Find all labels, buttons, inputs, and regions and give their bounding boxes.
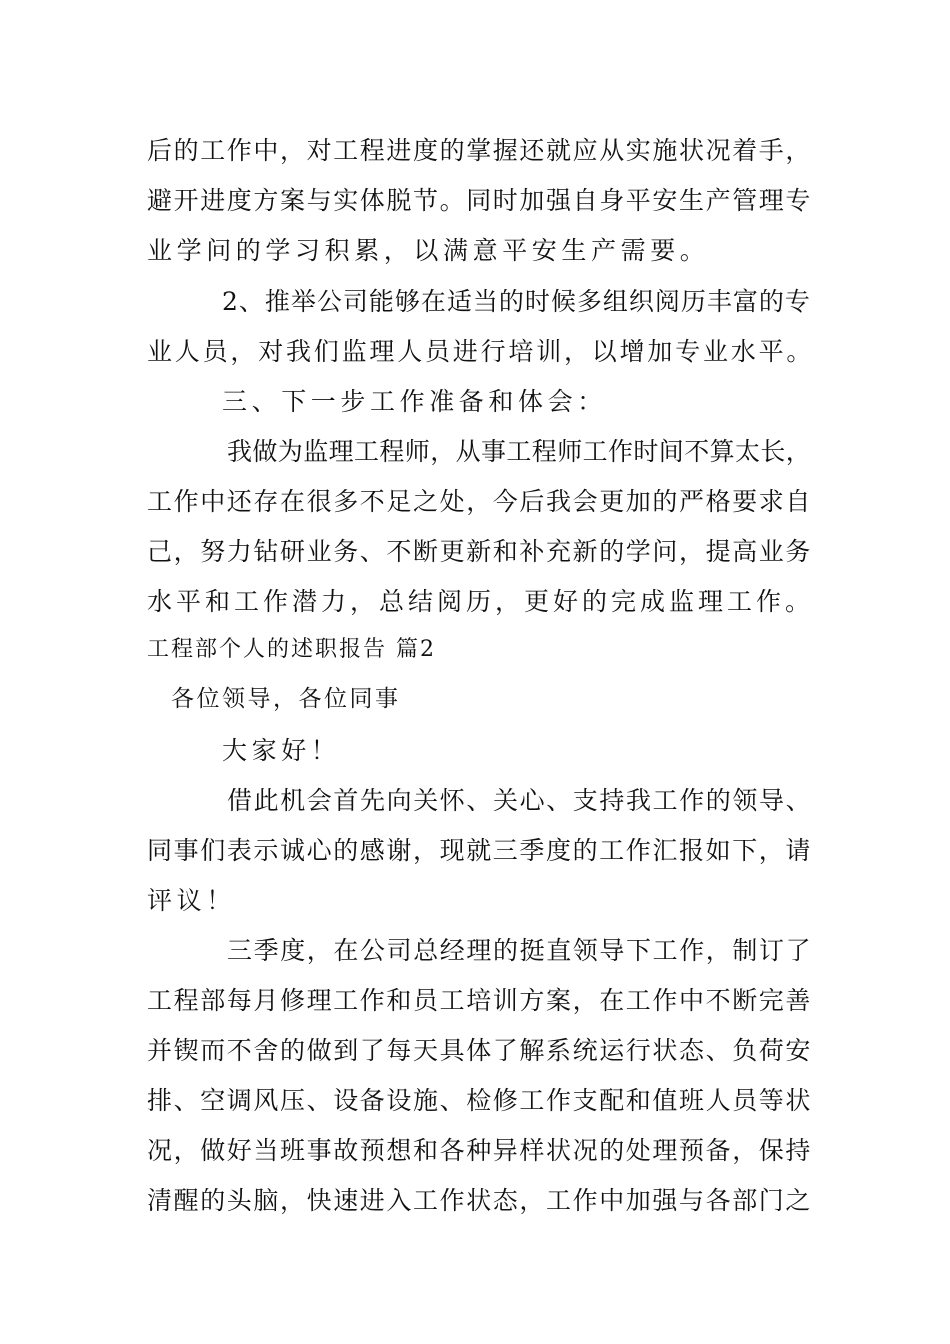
text-line: 己，努力钻研业务、不断更新和补充新的学问，提高业务 (147, 537, 813, 566)
text-line: 并锲而不舍的做到了每天具体了解系统运行状态、负荷安 (147, 1036, 813, 1065)
text-line: 工程部每月修理工作和员工培训方案，在工作中不断完善 (147, 986, 813, 1015)
text-line: 评议！ (147, 886, 236, 915)
greeting: 大家好！ (222, 736, 341, 765)
report-title: 工程部个人的述职报告 篇2 (147, 637, 436, 662)
text-line: 水平和工作潜力，总结阅历，更好的完成监理工作。 (147, 587, 815, 616)
text-line: 清醒的头脑，快速进入工作状态，工作中加强与各部门之 (147, 1186, 813, 1215)
salutation: 各位领导，各位同事 (171, 686, 401, 712)
text-line: 我做为监理工程师，从事工程师工作时间不算太长， (227, 437, 812, 466)
text-line: 业学问的学习积累，以满意平安生产需要。 (147, 236, 710, 265)
text-line: 同事们表示诚心的感谢，现就三季度的工作汇报如下，请 (147, 836, 813, 865)
text-line: 三季度，在公司总经理的挺直领导下工作，制订了 (227, 936, 813, 965)
text-line: 后的工作中，对工程进度的掌握还就应从实施状况着手， (147, 136, 813, 165)
text-line: 避开进度方案与实体脱节。同时加强自身平安生产管理专 (147, 186, 813, 215)
text-line: 排、空调风压、设备设施、检修工作支配和值班人员等状 (147, 1086, 813, 1115)
section-heading: 三、下一步工作准备和体会： (222, 387, 607, 416)
text-line: 况，做好当班事故预想和各种异样状况的处理预备，保持 (147, 1136, 813, 1165)
text-line: 借此机会首先向关怀、关心、支持我工作的领导、 (227, 786, 813, 815)
text-line: 业人员，对我们监理人员进行培训，以增加专业水平。 (147, 337, 815, 366)
text-line: 2、推举公司能够在适当的时候多组织阅历丰富的专 (222, 287, 811, 316)
text-line: 工作中还存在很多不足之处，今后我会更加的严格要求自 (147, 487, 813, 516)
